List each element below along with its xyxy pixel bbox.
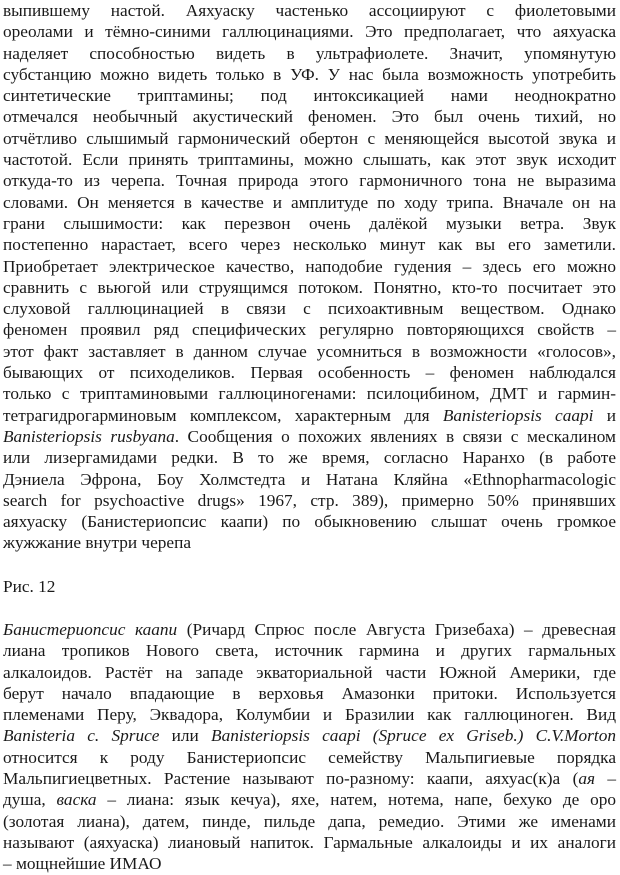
text-line	[3, 789, 616, 810]
text-line: словами. Он меняется в качестве и амплитуде по ходу трипа. Вначале он на	[3, 192, 616, 212]
text-line: называют (аяхуаска) лиановый напиток. Гармальные алкалоиды и их аналоги	[3, 832, 616, 852]
text-segment: Мальпигиецветных. Растение называют по-разному: каапи, аяхуас(к)а (	[3, 769, 579, 789]
text-line: грани слышимости: как перезвон очень далёкой музыки ветра. Звук	[3, 213, 616, 233]
text-line	[3, 768, 616, 789]
text-line: частотой. Если принять триптамины, можно слышать, как этот звук исходит	[3, 150, 616, 170]
text-line: откуда-то из черепа. Точная природа этого гармоничного тона не выразима	[3, 171, 616, 191]
text-line: search for psychoactive drugs» 1967, стр. 389), примерно 50% принявших	[3, 490, 616, 510]
text-segment: и	[593, 405, 616, 425]
text-line: Дэниела Эфрона, Боу Холмстедта и Натана Кляйна «Ethnopharmacologic	[3, 469, 616, 489]
text-segment: –	[595, 769, 616, 789]
species-name-italic: Banisteriopsis rusbyana	[3, 426, 175, 446]
species-name-italic: Banisteria c. Spruce	[3, 726, 160, 746]
text-segment: . Сообщения о похожих явлениях в связи с мескалином	[174, 426, 616, 446]
text-line: племенами Перу, Эквадора, Колумбии и Бразилии как галлюциноген. Вид	[3, 705, 616, 725]
text-line: выпившему настой. Аяхуаску частенько ассоциируют с фиолетовыми	[3, 1, 616, 20]
text-line: синтетические триптамины; под интоксикацией нами неоднократно	[3, 86, 616, 106]
text-line: наделяет способностью видеть в ультрафиолете. Значит, упомянутую	[3, 43, 616, 63]
text-line: слуховой галлюцинацией в связи с психоактивным веществом. Однако	[3, 299, 616, 319]
text-line: постепенно нарастает, всего через несколько минут как вы его заметили.	[3, 235, 616, 255]
paragraph-banisteriopsis	[3, 619, 616, 875]
text-line: или лизергамидами редки. В то же время, согласно Наранхо (в работе	[3, 448, 616, 468]
text-line: берут начало впадающие в верховья Амазонки притоки. Используется	[3, 683, 616, 703]
text-line: только с триптаминовыми галлюциногенами: псилоцибином, ДМТ и гармин-	[3, 384, 616, 404]
text-line: бывающих от психоделиков. Первая особенность – феномен наблюдался	[3, 363, 616, 383]
term-italic: ая	[578, 769, 596, 789]
species-name-italic: Banisteriopsis caapi	[442, 405, 594, 425]
text-line: жужжание внутри черепа	[3, 533, 192, 553]
species-name-italic: Банистериопсис каапи	[3, 620, 178, 639]
text-line	[3, 405, 616, 426]
text-line: (золотая лиана), датем, пинде, пильде дапа, ремедио. Этими же именами	[3, 811, 616, 831]
text-segment: тетрагидрогарминовым комплексом, характерным для	[3, 405, 443, 425]
figure-caption	[3, 576, 616, 597]
text-line: – мощнейшие ИМАО	[3, 854, 162, 874]
text-line	[3, 426, 616, 447]
term-italic: васка	[56, 790, 97, 810]
text-segment: или	[159, 726, 212, 746]
text-line: лиана тропиков Нового света, источник гармина и других гармальных	[3, 641, 616, 661]
text-line	[3, 619, 616, 640]
text-line: Приобретает электрическое качество, наподобие гудения – здесь его можно	[3, 256, 616, 276]
text-line: алкалоидов. Растёт на западе экваториальной части Южной Америки, где	[3, 662, 616, 682]
text-segment: – лиана: язык кечуа), яхе, натем, нотема, напе, бехуко де оро	[96, 790, 617, 810]
text-line: отчётливо слышимый гармонический обертон с меняющейся высотой звука и	[3, 128, 616, 148]
paragraph-ayahuasca-sound	[3, 0, 616, 554]
text-line: сравнить с вьюгой или струящимся потоком. Понятно, кто-то посчитает это	[3, 277, 616, 297]
text-line: ореолами и тёмно-синими галлюцинациями. Это предполагает, что аяхуаска	[3, 22, 616, 42]
text-line: субстанцию можно видеть только в УФ. У нас была возможность употребить	[3, 64, 616, 84]
figure-label: Рис. 12	[3, 577, 56, 596]
text-segment: (Ричард Спрюс после Августа Гризебаха) – древесная	[177, 620, 617, 639]
text-segment: душа,	[3, 790, 57, 810]
species-name-italic: Banisteriopsis caapi (Spruce ex Griseb.) C.V.Morton	[211, 726, 616, 746]
text-line: аяхуаску (Банистериопсис каапи) по обыкновению слышат очень громкое	[3, 512, 616, 532]
text-line: этот факт заставляет в данном случае усомниться в возможности «голосов»,	[3, 341, 616, 361]
text-line: относится к роду Банистериопсис семейству Мальпигиевые порядка	[3, 747, 616, 767]
text-line: феномен проявил ряд специфических регулярно повторяющихся свойств –	[3, 320, 616, 340]
text-line	[3, 725, 616, 746]
text-line: отмечался необычный акустический феномен. Это был очень тихий, но	[3, 107, 616, 127]
